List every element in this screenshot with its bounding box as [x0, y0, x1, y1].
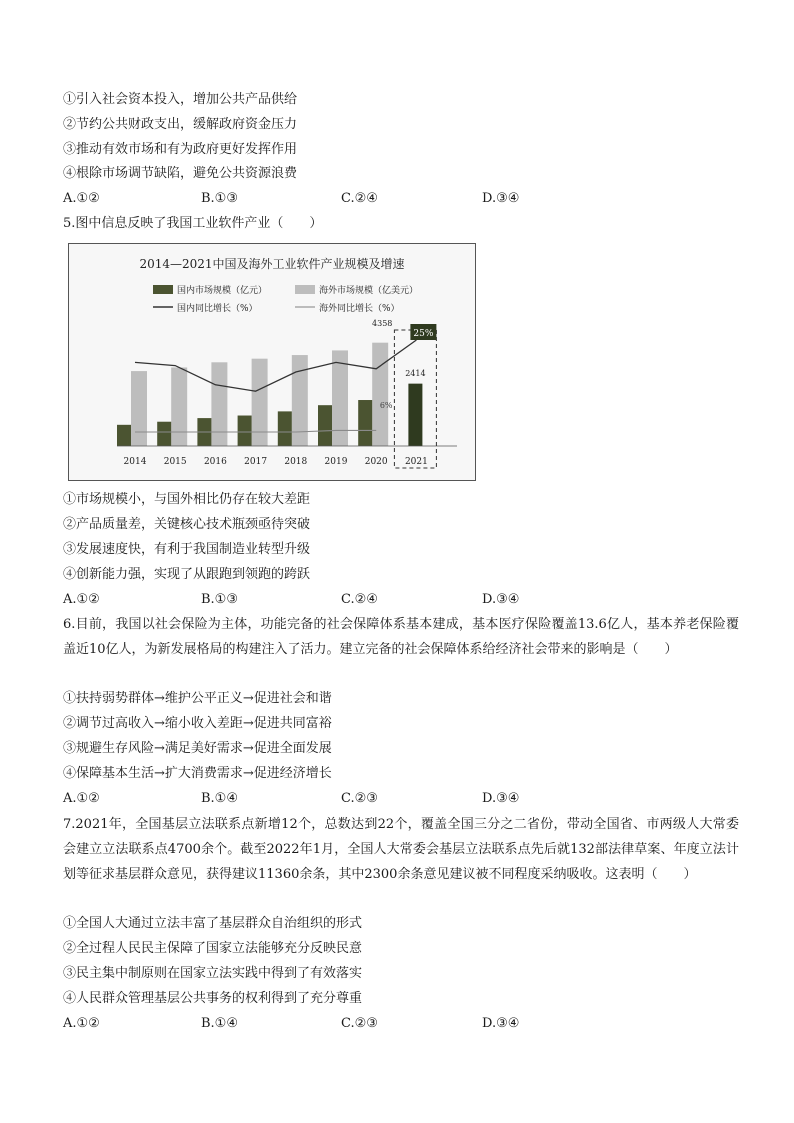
- bar-overseas-2017: [252, 359, 268, 446]
- chart-title: 2014—2021中国及海外工业软件产业规模及增速: [139, 257, 405, 271]
- x-tick-2019: 2019: [324, 457, 348, 467]
- bar-overseas-2019: [332, 350, 348, 446]
- q5-item-3: ③发展速度快，有利于我国制造业转型升级: [63, 542, 311, 557]
- legend-label-overseas: 海外市场规模（亿美元）: [319, 286, 419, 296]
- x-tick-2018: 2018: [284, 457, 308, 467]
- q5-item-4: ④创新能力强，实现了从跟跑到领跑的跨跃: [63, 567, 311, 582]
- q6-option-c[interactable]: C.②③: [341, 791, 378, 806]
- q4-option-b[interactable]: B.①③: [201, 191, 238, 206]
- x-tick-2017: 2017: [244, 457, 268, 467]
- q7-option-a[interactable]: A.①②: [63, 1016, 100, 1031]
- legend-swatch-domestic: [153, 285, 173, 294]
- q4-option-c[interactable]: C.②④: [341, 191, 378, 206]
- x-tick-2014: 2014: [123, 457, 147, 467]
- q6-option-b[interactable]: B.①④: [201, 791, 238, 806]
- q5-option-d[interactable]: D.③④: [482, 592, 520, 607]
- bar-domestic-2021: [408, 384, 422, 446]
- q7-item-2: ②全过程人民民主保障了国家立法能够充分反映民意: [63, 941, 363, 956]
- q7-option-c[interactable]: C.②③: [341, 1016, 378, 1031]
- q4-item-2: ②节约公共财政支出，缓解政府资金压力: [63, 117, 298, 132]
- label-overseas-2021: 4358: [372, 319, 393, 328]
- x-tick-2016: 2016: [203, 457, 227, 467]
- label-domestic-2021: 2414: [405, 369, 426, 378]
- legend-label-domestic: 国内市场规模（亿元）: [177, 286, 268, 296]
- q5-option-a[interactable]: A.①②: [63, 592, 100, 607]
- q5-option-c[interactable]: C.②④: [341, 592, 378, 607]
- q5-stem: 5.图中信息反映了我国工业软件产业（ ）: [63, 216, 323, 231]
- q6-option-d[interactable]: D.③④: [482, 791, 520, 806]
- q4-options: [63, 191, 683, 207]
- bar-domestic-2015: [157, 422, 171, 446]
- q6-item-4: ④保障基本生活→扩大消费需求→促进经济增长: [63, 766, 332, 781]
- bar-domestic-2018: [278, 411, 292, 446]
- q5-option-b[interactable]: B.①③: [201, 592, 238, 607]
- q7-item-1: ①全国人大通过立法丰富了基层群众自治组织的形式: [63, 916, 363, 931]
- q4-option-a[interactable]: A.①②: [63, 191, 100, 206]
- q6-option-a[interactable]: A.①②: [63, 791, 100, 806]
- q5-item-2: ②产品质量差，关键核心技术瓶颈亟待突破: [63, 517, 311, 532]
- q7-item-4: ④人民群众管理基层公共事务的权利得到了充分尊重: [63, 991, 363, 1006]
- legend-label-overseas-growth: 海外同比增长（%）: [319, 304, 400, 314]
- bar-overseas-2016: [211, 362, 227, 446]
- q4-item-1: ①引入社会资本投入，增加公共产品供给: [63, 92, 298, 107]
- x-tick-2020: 2020: [364, 457, 388, 467]
- legend-swatch-overseas: [295, 285, 315, 294]
- bar-domestic-2017: [238, 416, 252, 446]
- x-tick-2015: 2015: [163, 457, 187, 467]
- q6-item-3: ③规避生存风险→满足美好需求→促进全面发展: [63, 741, 332, 756]
- q7-option-b[interactable]: B.①④: [201, 1016, 238, 1031]
- label-overseas-growth-2020: 6%: [379, 401, 393, 410]
- q6-item-1: ①扶持弱势群体→维护公平正义→促进社会和谐: [63, 691, 332, 706]
- bar-overseas-2014: [131, 371, 147, 446]
- q6-stem: 6.目前，我国以社会保险为主体，功能完备的社会保障体系基本建成，基本医疗保险覆盖13.6亿人，基本养老保险覆盖近10亿人，为新发展格局的构建注入了活力。建立完备的社会保障体系给经济社会带来的影响是（ ）: [63, 617, 739, 657]
- q5-options: [63, 592, 683, 608]
- q4-option-d[interactable]: D.③④: [482, 191, 520, 206]
- q5-item-1: ①市场规模小，与国外相比仍存在较大差距: [63, 492, 311, 507]
- q6-item-2: ②调节过高收入→缩小收入差距→促进共同富裕: [63, 716, 332, 731]
- industrial-software-chart: [68, 243, 476, 481]
- legend-label-domestic-growth: 国内同比增长（%）: [177, 304, 258, 314]
- badge-growth-2021: 25%: [413, 329, 434, 339]
- q6-options: [63, 791, 683, 807]
- q7-stem: 7.2021年，全国基层立法联系点新增12个，总数达到22个，覆盖全国三分之二省份，带动全国省、市两级人大常委会建立立法联系点4700余个。截至2022年1月，全国人大常委会基层立法联系点先后就132部法律草案、年度立法计划等征求基层群众意见，获得建议11360余条，其中2300余条意见建议被不同程度采纳吸收。这表明（ ）: [63, 817, 739, 882]
- q7-options: [63, 1016, 683, 1032]
- bar-domestic-2014: [117, 425, 131, 446]
- bar-domestic-2019: [318, 405, 332, 446]
- x-tick-2021: 2021: [404, 457, 428, 467]
- bar-domestic-2020: [358, 400, 372, 446]
- q4-item-4: ④根除市场调节缺陷，避免公共资源浪费: [63, 166, 298, 181]
- chart-legend: [153, 284, 418, 314]
- q7-item-3: ③民主集中制原则在国家立法实践中得到了有效落实: [63, 966, 363, 981]
- bar-overseas-2015: [171, 367, 187, 446]
- q4-item-3: ③推动有效市场和有为政府更好发挥作用: [63, 142, 298, 157]
- q7-option-d[interactable]: D.③④: [482, 1016, 520, 1031]
